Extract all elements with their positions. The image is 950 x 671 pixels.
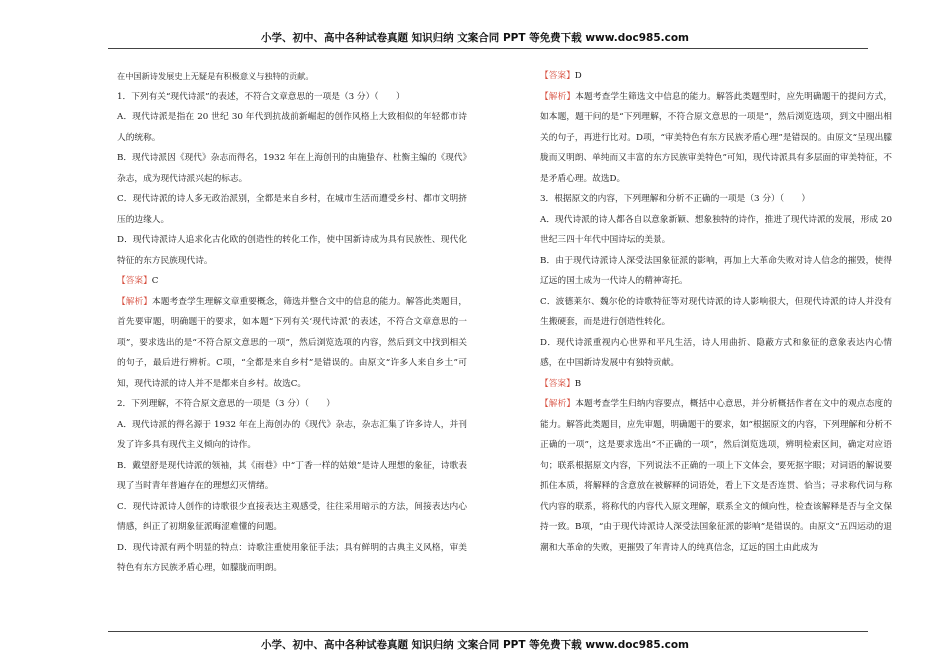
answer-tag: 【答案】 (540, 71, 575, 81)
q1-analysis-text: 本题考查学生理解文章重要概念，筛选并整合文中的信息的能力。解答此类题目，首先要审题，明确题干的要求，如本题“下列有关‘现代诗派’的表述，不符合文章意思的一项”，要求选出的是“不符合原文意思的一项”，然后浏览选项的内容，然后到文中找到相关的句子，最后进行辨析。C项，“全都是来自乡村”是错误的。由原文“许多人来自乡土”可知，现代诗派的诗人并不是都来自乡村。故选C。 (117, 296, 468, 389)
q2-analysis (540, 87, 892, 190)
bottom-rule (108, 631, 868, 632)
right-column (540, 66, 892, 558)
answer-tag: 【答案】 (117, 276, 152, 286)
q3-option-a: A．现代诗派的诗人都各自以意象新颖、想象独特的诗作，推进了现代诗派的发展，形成 20 世纪三四十年代中国诗坛的美景。 (540, 214, 892, 245)
q1-option-d: D．现代诗派诗人追求化古化欧的创造性的转化工作，使中国新诗成为具有民族性、现代化特征的东方民族现代诗。 (117, 235, 467, 266)
top-rule (108, 48, 868, 49)
q2-option-a: A．现代诗派的得名源于 1932 年在上海创办的《现代》杂志，杂志汇集了许多诗人，并刊发了许多具有现代主义倾向的诗作。 (117, 419, 467, 450)
intro-line: 在中国新诗发展史上无疑是有积极意义与独特的贡献。 (117, 71, 314, 81)
answer-tag: 【答案】 (540, 378, 575, 389)
q3-answer (540, 374, 892, 395)
page-header: 小学、初中、高中各种试卷真题 知识归纳 文案合同 PPT 等免费下载 www.doc985.com (261, 32, 689, 44)
q1-stem: 1．下列有关“现代诗派”的表述，不符合文章意思的一项是（3 分）（ ） (117, 91, 405, 102)
q2-answer-value: D (574, 71, 582, 81)
q2-answer (540, 66, 892, 87)
q1-option-c: C．现代诗派的诗人多无政治派别，全都是来自乡村，在城市生活而遭受乡村、都市文明挤压的边缘人。 (117, 194, 467, 225)
q1-answer (117, 271, 467, 292)
q3-stem: 3．根据原文的内容，下列理解和分析不正确的一项是（3 分）（ ） (540, 194, 811, 204)
q2-stem: 2．下列理解，不符合原文意思的一项是（3 分）（ ） (117, 399, 335, 409)
q2-analysis-text: 本题考查学生筛选文中信息的能力。解答此类题型时，应先明确题干的提问方式，如本题，题干问的是“下列理解，不符合原文意思的一项是”，然后浏览选项，到文中圈出相关的句子，再进行比对。D项，“审美特色有东方民族矛盾心理”是错误的。由原文“呈现出朦胧而又明朗、单纯而又丰富的东方民族审美特色”可知，现代诗派具有多层面的审美特征，不是矛盾心理。故选D。 (540, 91, 893, 184)
q2-option-c: C．现代诗派诗人创作的诗歌很少直接表达主观感受，往往采用暗示的方法，间接表达内心情感，纠正了初期象征派晦涩难懂的问题。 (117, 501, 467, 532)
q3-option-c: C．波德莱尔、魏尔伦的诗歌特征等对现代诗派的诗人影响很大，但现代诗派的诗人并没有生搬硬套，而是进行创造性转化。 (540, 296, 892, 327)
q1-option-a: A．现代诗派是指在 20 世纪 30 年代到抗战前新崛起的创作风格上大致相似的年轻都市诗人的统称。 (117, 112, 467, 143)
analysis-tag: 【解析】 (117, 296, 153, 307)
left-column (117, 66, 467, 579)
q3-answer-value: B (574, 378, 582, 389)
q3-option-b: B．由于现代诗派诗人深受法国象征派的影响，再加上大革命失败对诗人信念的摧毁，使得辽远的国土成为一代诗人的精神寄托。 (540, 255, 892, 286)
q1-answer-value: C (151, 276, 159, 286)
q3-analysis-text: 本题考查学生归纳内容要点，概括中心意思，并分析概括作者在文中的观点态度的能力。解答此类题目，应先审题，明确题干的要求，如“根据原文的内容，下列理解和分析不正确的一项”，这是要求选出“不正确的一项”，然后浏览选项，辨明检索区间，确定对应语句；联系根据原文内容，下列说法不正确的一项上下文体会，要死抠字眼；对词语的解说要抓住本质，将解释的含意放在被解释的词语处，看上下文是否连贯、恰当；寻求称代词与称代内容的联系，将称代的内容代入原文理解，联系全文的倾向性，检查该解释是否与全文保持一致。B项，“由于现代诗派诗人深受法国象征派的影响”是错误的。由原文“五四运动的退潮和大革命的失败，更摧毁了年青诗人的纯真信念，辽远的国土由此成为 (540, 399, 893, 553)
q1-option-b: B．现代诗派因《现代》杂志而得名，1932 年在上海创刊的由施蛰存、杜衡主编的《现代》杂志，成为现代诗派兴起的标志。 (117, 153, 467, 184)
analysis-tag: 【解析】 (540, 91, 576, 102)
q2-option-b: B．戴望舒是现代诗派的领袖，其《雨巷》中“丁香一样的姑娘”是诗人理想的象征，诗歌表现了当时青年普遍存在的理想幻灭情绪。 (117, 460, 467, 491)
q1-analysis (117, 292, 467, 395)
q2-option-d: D．现代诗派有两个明显的特点：诗歌注重使用象征手法；具有鲜明的古典主义风格，审美特色有东方民族矛盾心理，如朦胧而明朗。 (117, 542, 467, 573)
page-footer: 小学、初中、高中各种试卷真题 知识归纳 文案合同 PPT 等免费下载 www.doc985.com (261, 639, 689, 651)
q3-option-d: D．现代诗派重视内心世界和平凡生活，诗人用曲折、隐蔽方式和象征的意象表达内心情感，在中国新诗发展中有独特贡献。 (540, 337, 892, 368)
q3-analysis (540, 394, 892, 558)
analysis-tag: 【解析】 (540, 399, 576, 409)
